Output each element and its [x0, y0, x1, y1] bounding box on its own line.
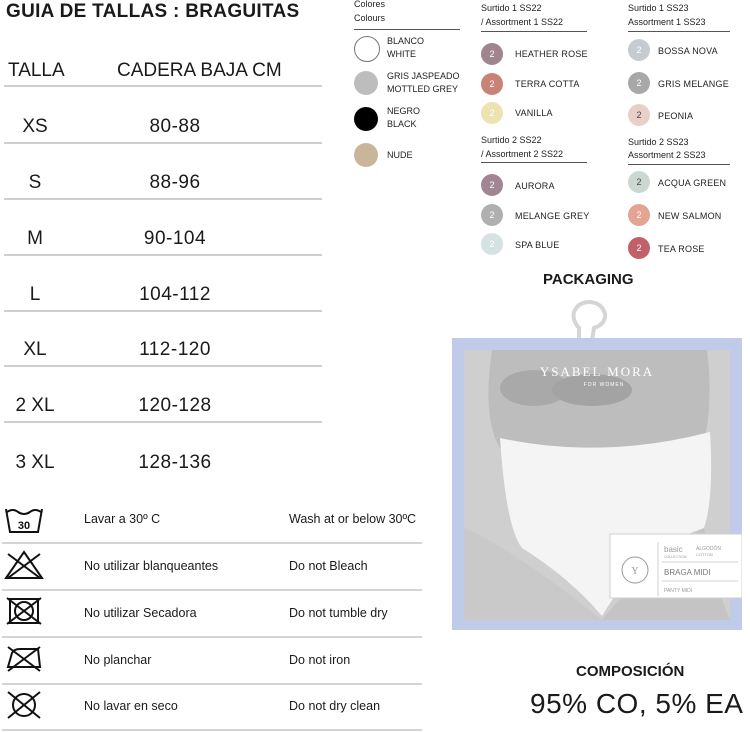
assortment-title: Surtido 2 SS23 [628, 137, 689, 147]
brand-name: YSABEL MORA [539, 364, 655, 379]
size-label: M [27, 228, 43, 249]
color-swatch: 2 [481, 233, 503, 255]
divider [4, 85, 322, 87]
assortment-title: Surtido 1 SS22 [481, 3, 542, 13]
label-collection: basic [664, 545, 683, 554]
divider [2, 729, 422, 731]
divider [481, 162, 587, 163]
divider [354, 29, 460, 30]
label-product: BRAGA MIDI [664, 568, 711, 577]
care-text-es: No lavar en seco [84, 699, 178, 713]
composition-heading: COMPOSICIÓN [576, 663, 685, 680]
hip-column-header: CADERA BAJA CM [117, 60, 282, 81]
size-label: 2 XL [15, 395, 55, 416]
size-label: 3 XL [15, 452, 55, 473]
care-text-es: No utilizar blanqueantes [84, 559, 219, 573]
divider [2, 589, 422, 591]
divider [4, 421, 322, 423]
brand-tagline: FOR WOMEN [583, 382, 625, 388]
color-label: ACQUA GREEN [658, 178, 727, 188]
color-label: TERRA COTTA [515, 79, 580, 89]
color-label: AURORA [515, 181, 555, 191]
size-label: XS [22, 116, 48, 137]
divider [481, 31, 587, 32]
no-dry-clean-icon [4, 690, 44, 720]
hip-value: 120-128 [138, 395, 212, 416]
packaging-image [452, 298, 742, 630]
hip-value: 128-136 [138, 452, 212, 473]
assortment-subtitle: Assortment 2 SS23 [628, 150, 706, 160]
color-label: TEA ROSE [658, 244, 705, 254]
svg-text:Y: Y [631, 566, 639, 577]
packaging-illustration [452, 298, 742, 630]
divider [4, 198, 322, 200]
color-label-en: MOTTLED GREY [387, 84, 459, 94]
color-label: SPA BLUE [515, 240, 560, 250]
color-swatch-grey [354, 71, 378, 95]
no-tumble-dry-icon [4, 596, 44, 626]
divider [4, 254, 322, 256]
color-swatch: 2 [628, 171, 650, 193]
care-text-es: No planchar [84, 653, 152, 667]
assortment-subtitle: Assortment 1 SS23 [628, 17, 706, 27]
packaging-heading: PACKAGING [543, 271, 634, 288]
care-text-en: Wash at or below 30ºC [289, 512, 417, 526]
divider [2, 683, 422, 685]
divider [2, 636, 422, 638]
divider [2, 542, 422, 544]
assortment-title: Surtido 2 SS22 [481, 135, 542, 145]
assortment-title: Surtido 1 SS23 [628, 3, 689, 13]
color-swatch-white [354, 36, 380, 62]
care-text-en: Do not tumble dry [289, 606, 388, 620]
assortment-subtitle: / Assortment 2 SS22 [481, 149, 564, 159]
colors-heading-en: Colours [354, 13, 386, 23]
color-swatch: 2 [628, 39, 650, 61]
color-label: GRIS MELANGE [658, 79, 729, 89]
color-label: PEONIA [658, 111, 694, 121]
wash-temperature-label: 30 [17, 520, 31, 532]
hip-value: 112-120 [139, 339, 211, 360]
color-swatch: 2 [481, 102, 503, 124]
color-label-es: NEGRO [387, 106, 421, 116]
color-label-en: BLACK [387, 119, 417, 129]
color-swatch: 2 [628, 72, 650, 94]
hip-value: 90-104 [143, 228, 207, 249]
divider [4, 310, 322, 312]
color-swatch: 2 [481, 73, 503, 95]
color-label: NEW SALMON [658, 211, 722, 221]
wash-30-icon [4, 505, 44, 535]
color-label: HEATHER ROSE [515, 49, 588, 59]
color-swatch: 2 [481, 43, 503, 65]
color-label-es: NUDE [387, 150, 413, 160]
color-label-es: BLANCO [387, 36, 425, 46]
hip-value: 88-96 [149, 172, 201, 193]
label-product-sub: PANTY MIDI [664, 588, 693, 594]
hip-value: 80-88 [149, 116, 201, 137]
divider [4, 142, 322, 144]
divider [628, 164, 730, 165]
color-swatch: 2 [628, 237, 650, 259]
color-label: BOSSA NOVA [658, 46, 718, 56]
care-text-es: No utilizar Secadora [84, 606, 197, 620]
composition-value: 95% CO, 5% EA [530, 688, 744, 719]
no-iron-icon [4, 643, 44, 673]
care-text-en: Do not iron [289, 653, 351, 667]
color-swatch-black [354, 107, 378, 131]
color-label: VANILLA [515, 108, 553, 118]
assortment-subtitle: / Assortment 1 SS22 [481, 17, 564, 27]
label-fabric-sub: COTTON [696, 552, 713, 557]
care-text-en: Do not Bleach [289, 559, 368, 573]
care-text-en: Do not dry clean [289, 699, 381, 713]
color-swatch: 2 [481, 174, 503, 196]
size-column-header: TALLA [8, 60, 65, 81]
color-label: MELANGE GREY [515, 211, 590, 221]
color-swatch: 2 [481, 204, 503, 226]
care-text-es: Lavar a 30º C [84, 512, 161, 526]
size-label: S [28, 172, 42, 193]
color-swatch: 2 [628, 104, 650, 126]
size-label: XL [23, 339, 47, 360]
page-title: GUIA DE TALLAS : BRAGUITAS [6, 1, 300, 22]
no-bleach-icon [4, 550, 44, 580]
label-fabric: ALGODÓN [696, 546, 722, 552]
color-swatch-nude [354, 143, 378, 167]
divider [4, 365, 322, 367]
label-collection-sub: COLLECTION [664, 555, 687, 559]
divider [628, 31, 730, 32]
color-label-es: GRIS JASPEADO [387, 71, 460, 81]
color-swatch: 2 [628, 204, 650, 226]
hip-value: 104-112 [139, 284, 211, 305]
colors-heading-es: Colores [354, 0, 386, 9]
size-label: L [29, 284, 41, 305]
color-label-en: WHITE [387, 49, 416, 59]
